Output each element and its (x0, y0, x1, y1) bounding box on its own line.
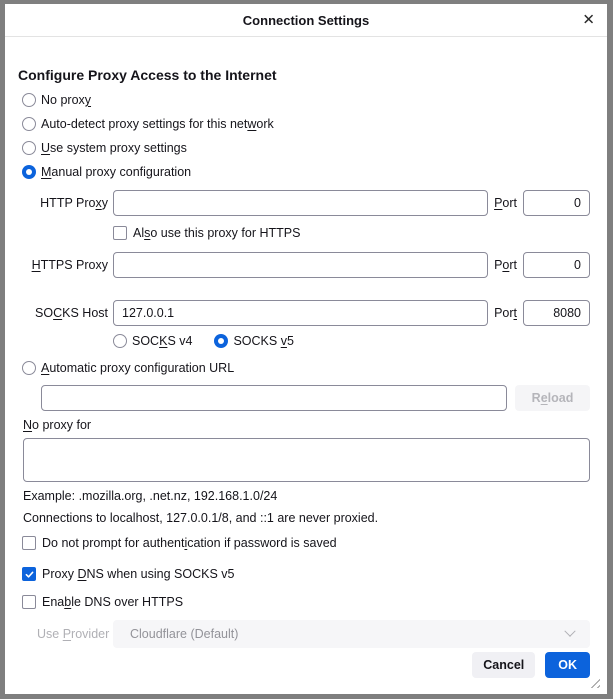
proxy-mode-radio-group (18, 88, 590, 184)
http-port-label: Port (494, 196, 517, 210)
autoconfig-url-input[interactable] (41, 385, 507, 411)
radio-icon[interactable] (22, 141, 36, 155)
http-proxy-row (18, 190, 590, 216)
use-provider-label: Use Provider (37, 627, 110, 641)
dialog-footer (18, 652, 590, 678)
http-port-input[interactable] (523, 190, 590, 216)
radio-label: SOCKS v4 (132, 334, 193, 348)
checkbox-icon[interactable] (22, 595, 36, 609)
checkbox-icon[interactable] (22, 536, 36, 550)
https-proxy-label: HTTPS Proxy (31, 258, 108, 272)
radio-icon[interactable] (214, 334, 228, 348)
checkbox-label: Also use this proxy for HTTPS (133, 226, 301, 240)
radio-socks-v4[interactable] (113, 332, 192, 350)
no-proxy-for-label: No proxy for (23, 418, 92, 432)
socks-host-row (18, 300, 590, 326)
radio-icon[interactable] (22, 93, 36, 107)
radio-auto-detect[interactable] (18, 112, 590, 136)
http-proxy-label: HTTP Proxy (40, 196, 108, 210)
radio-icon[interactable] (113, 334, 127, 348)
checkbox-label: Proxy DNS when using SOCKS v5 (42, 567, 235, 581)
checkbox-no-auth-prompt[interactable] (18, 534, 590, 552)
socks-host-input[interactable] (113, 300, 488, 326)
dialog-title: Connection Settings (242, 12, 370, 28)
socks-port-label: Port (494, 306, 517, 320)
check-icon (24, 569, 35, 580)
checkbox-proxy-dns-socks5[interactable] (18, 565, 590, 583)
radio-system-proxy[interactable] (18, 136, 590, 160)
provider-selected-value: Cloudflare (Default) (130, 627, 239, 641)
dialog-content (5, 66, 607, 678)
radio-label: Use system proxy settings (41, 141, 187, 155)
socks-version-radio-group (113, 332, 590, 350)
chevron-down-icon (564, 626, 575, 637)
page-title: Configure Proxy Access to the Internet (18, 67, 277, 83)
https-proxy-input[interactable] (113, 252, 488, 278)
https-proxy-row (18, 252, 590, 278)
radio-icon[interactable] (22, 361, 36, 375)
dialog-titlebar (5, 4, 607, 37)
radio-label: Automatic proxy configuration URL (41, 361, 235, 375)
checkbox-enable-doh[interactable] (18, 593, 590, 611)
no-proxy-example-text: Example: .mozilla.org, .net.nz, 192.168.1.0/24 (23, 489, 278, 503)
close-icon[interactable]: ✕ (578, 11, 599, 30)
https-port-input[interactable] (523, 252, 590, 278)
cancel-button[interactable]: Cancel (472, 652, 535, 678)
radio-label: No proxy (41, 93, 92, 107)
https-port-label: Port (494, 258, 517, 272)
checkbox-label: Do not prompt for authentication if password is saved (42, 536, 337, 550)
radio-label: Manual proxy configuration (41, 165, 192, 179)
autoconfig-url-row (41, 385, 590, 411)
radio-manual-proxy[interactable] (18, 160, 590, 184)
radio-no-proxy[interactable] (18, 88, 590, 112)
radio-automatic-proxy-url[interactable] (18, 359, 590, 377)
checkbox-also-use-for-https[interactable] (113, 224, 590, 242)
radio-label: SOCKS v5 (233, 334, 294, 348)
radio-icon[interactable] (22, 165, 36, 179)
checkbox-icon[interactable] (22, 567, 36, 581)
socks-port-input[interactable] (523, 300, 590, 326)
radio-label: Auto-detect proxy settings for this network (41, 117, 274, 131)
provider-select[interactable] (113, 620, 590, 648)
reload-button[interactable]: R e load (515, 385, 590, 411)
http-proxy-input[interactable] (113, 190, 488, 216)
doh-provider-row (18, 620, 590, 648)
no-proxy-textarea[interactable] (23, 438, 590, 482)
socks-host-label: SOCKS Host (35, 306, 108, 320)
ok-button[interactable]: OK (545, 652, 590, 678)
radio-icon[interactable] (22, 117, 36, 131)
never-proxied-note: Connections to localhost, 127.0.0.1/8, and ::1 are never proxied. (23, 511, 379, 525)
checkbox-icon[interactable] (113, 226, 127, 240)
checkbox-label: Enable DNS over HTTPS (42, 595, 184, 609)
radio-socks-v5[interactable] (214, 332, 293, 350)
